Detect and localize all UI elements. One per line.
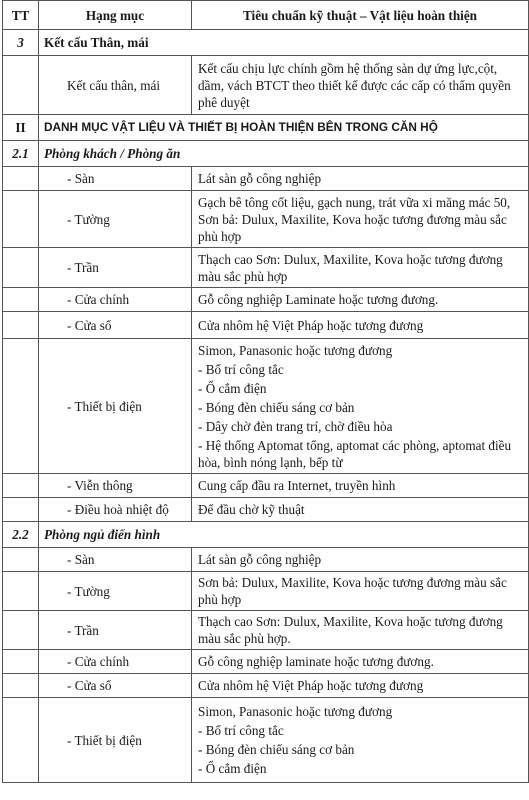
header-tt: TT (3, 1, 39, 30)
row-spec: Gỗ công nghiệp laminate hoặc tương đương. (192, 650, 529, 674)
subsection-title: Phòng khách / Phòng ăn (39, 141, 529, 167)
part-number: II (3, 115, 39, 141)
table-row (3, 191, 529, 248)
subsection-row (3, 141, 529, 167)
row-spec (192, 339, 529, 474)
row-spec: Cửa nhôm hệ Việt Pháp hoặc tương đương (192, 674, 529, 698)
row-number (3, 611, 39, 650)
row-spec (192, 698, 529, 783)
row-item: - Tường (39, 572, 192, 611)
table-row (3, 674, 529, 698)
header-item: Hạng mục (39, 1, 192, 30)
spec-line: - Bóng đèn chiếu sáng cơ bản (198, 399, 355, 415)
row-number (3, 674, 39, 698)
subsection-number: 2.2 (3, 522, 39, 548)
row-spec: Cung cấp đầu ra Internet, truyền hình (192, 474, 529, 498)
row-spec: Cửa nhôm hệ Việt Pháp hoặc tương đương (192, 312, 529, 339)
table-row (3, 312, 529, 339)
row-number (3, 248, 39, 288)
row-item: - Thiết bị điện (39, 339, 192, 474)
section-number: 3 (3, 30, 39, 56)
row-spec: Gỗ công nghiệp Laminate hoặc tương đương. (192, 288, 529, 312)
row-item: Kết cấu thân, mái (39, 56, 192, 115)
section-title: Kết cấu Thân, mái (39, 30, 529, 56)
header-spec: Tiêu chuẩn kỹ thuật – Vật liệu hoàn thiện (192, 1, 529, 30)
table-row (3, 548, 529, 572)
table-row (3, 498, 529, 522)
table-row (3, 572, 529, 611)
table-row (3, 288, 529, 312)
row-item: - Điều hoà nhiệt độ (39, 498, 192, 522)
part-row (3, 115, 529, 141)
spec-line: Simon, Panasonic hoặc tương đương (198, 704, 393, 719)
table-row (3, 474, 529, 498)
row-number (3, 339, 39, 474)
row-item: - Trần (39, 611, 192, 650)
row-spec: Thạch cao Sơn: Dulux, Maxilite, Kova hoặc tương đương màu sắc phù hợp (192, 248, 529, 288)
spec-line: - Dây chờ đèn trang trí, chờ điều hòa (198, 418, 393, 434)
row-item: - Cửa sổ (39, 312, 192, 339)
row-item: - Thiết bị điện (39, 698, 192, 783)
spec-line: - Ổ cắm điện (198, 761, 267, 776)
subsection-title: Phòng ngủ điển hình (39, 522, 529, 548)
table-row (3, 56, 529, 115)
row-item: - Cửa sổ (39, 674, 192, 698)
spec-line: - Bố trí công tắc (198, 723, 284, 738)
row-spec: Sơn bả: Dulux, Maxilite, Kova hoặc tương đương màu sắc phù hợp (192, 572, 529, 611)
subsection-number: 2.1 (3, 141, 39, 167)
spec-document (2, 0, 528, 783)
row-spec: Kết cấu chịu lực chính gồm hệ thống sàn dự ứng lực,cột, dầm, vách BTCT theo thiết kế được các cấp có thẩm quyền phê duyệt (192, 56, 529, 115)
row-number (3, 167, 39, 191)
spec-line: - Hệ thống Aptomat tổng, aptomat các phòng, aptomat điều hòa, bình nóng lạnh, bếp từ (198, 437, 512, 470)
row-spec: Lát sàn gỗ công nghiệp (192, 167, 529, 191)
spec-table (2, 0, 529, 783)
table-row (3, 339, 529, 474)
spec-line: - Bóng đèn chiếu sáng cơ bản (198, 742, 355, 757)
row-item: - Sàn (39, 548, 192, 572)
row-item: - Trần (39, 248, 192, 288)
row-number (3, 191, 39, 248)
part-title: DANH MỤC VẬT LIỆU VÀ THIẾT BỊ HOÀN THIỆN BÊN TRONG CĂN HỘ (39, 115, 529, 141)
row-item: - Viễn thông (39, 474, 192, 498)
row-item: - Cửa chính (39, 650, 192, 674)
table-row (3, 650, 529, 674)
row-spec: Gạch bê tông cốt liệu, gạch nung, trát vữa xi măng mác 50, Sơn bả: Dulux, Maxilite, Kova hoặc tương đương màu sắc phù hợp (192, 191, 529, 248)
header-row (3, 1, 529, 30)
row-number (3, 548, 39, 572)
row-spec: Để đầu chờ kỹ thuật (192, 498, 529, 522)
table-row (3, 611, 529, 650)
row-spec: Thạch cao Sơn: Dulux, Maxilite, Kova hoặc tương đương màu sắc phù hợp. (192, 611, 529, 650)
table-row (3, 248, 529, 288)
row-number (3, 650, 39, 674)
table-row (3, 698, 529, 783)
row-number (3, 474, 39, 498)
row-item: - Tường (39, 191, 192, 248)
row-item: - Cửa chính (39, 288, 192, 312)
spec-line: - Bố trí công tắc (198, 361, 284, 377)
row-number (3, 312, 39, 339)
row-item: - Sàn (39, 167, 192, 191)
row-number (3, 288, 39, 312)
spec-line: - Ổ cắm điện (198, 380, 267, 396)
table-row (3, 167, 529, 191)
row-spec: Lát sàn gỗ công nghiệp (192, 548, 529, 572)
row-number (3, 698, 39, 783)
spec-line: Simon, Panasonic hoặc tương đương (198, 342, 393, 358)
row-number (3, 498, 39, 522)
row-number (3, 56, 39, 115)
subsection-row (3, 522, 529, 548)
row-number (3, 572, 39, 611)
section-row (3, 30, 529, 56)
